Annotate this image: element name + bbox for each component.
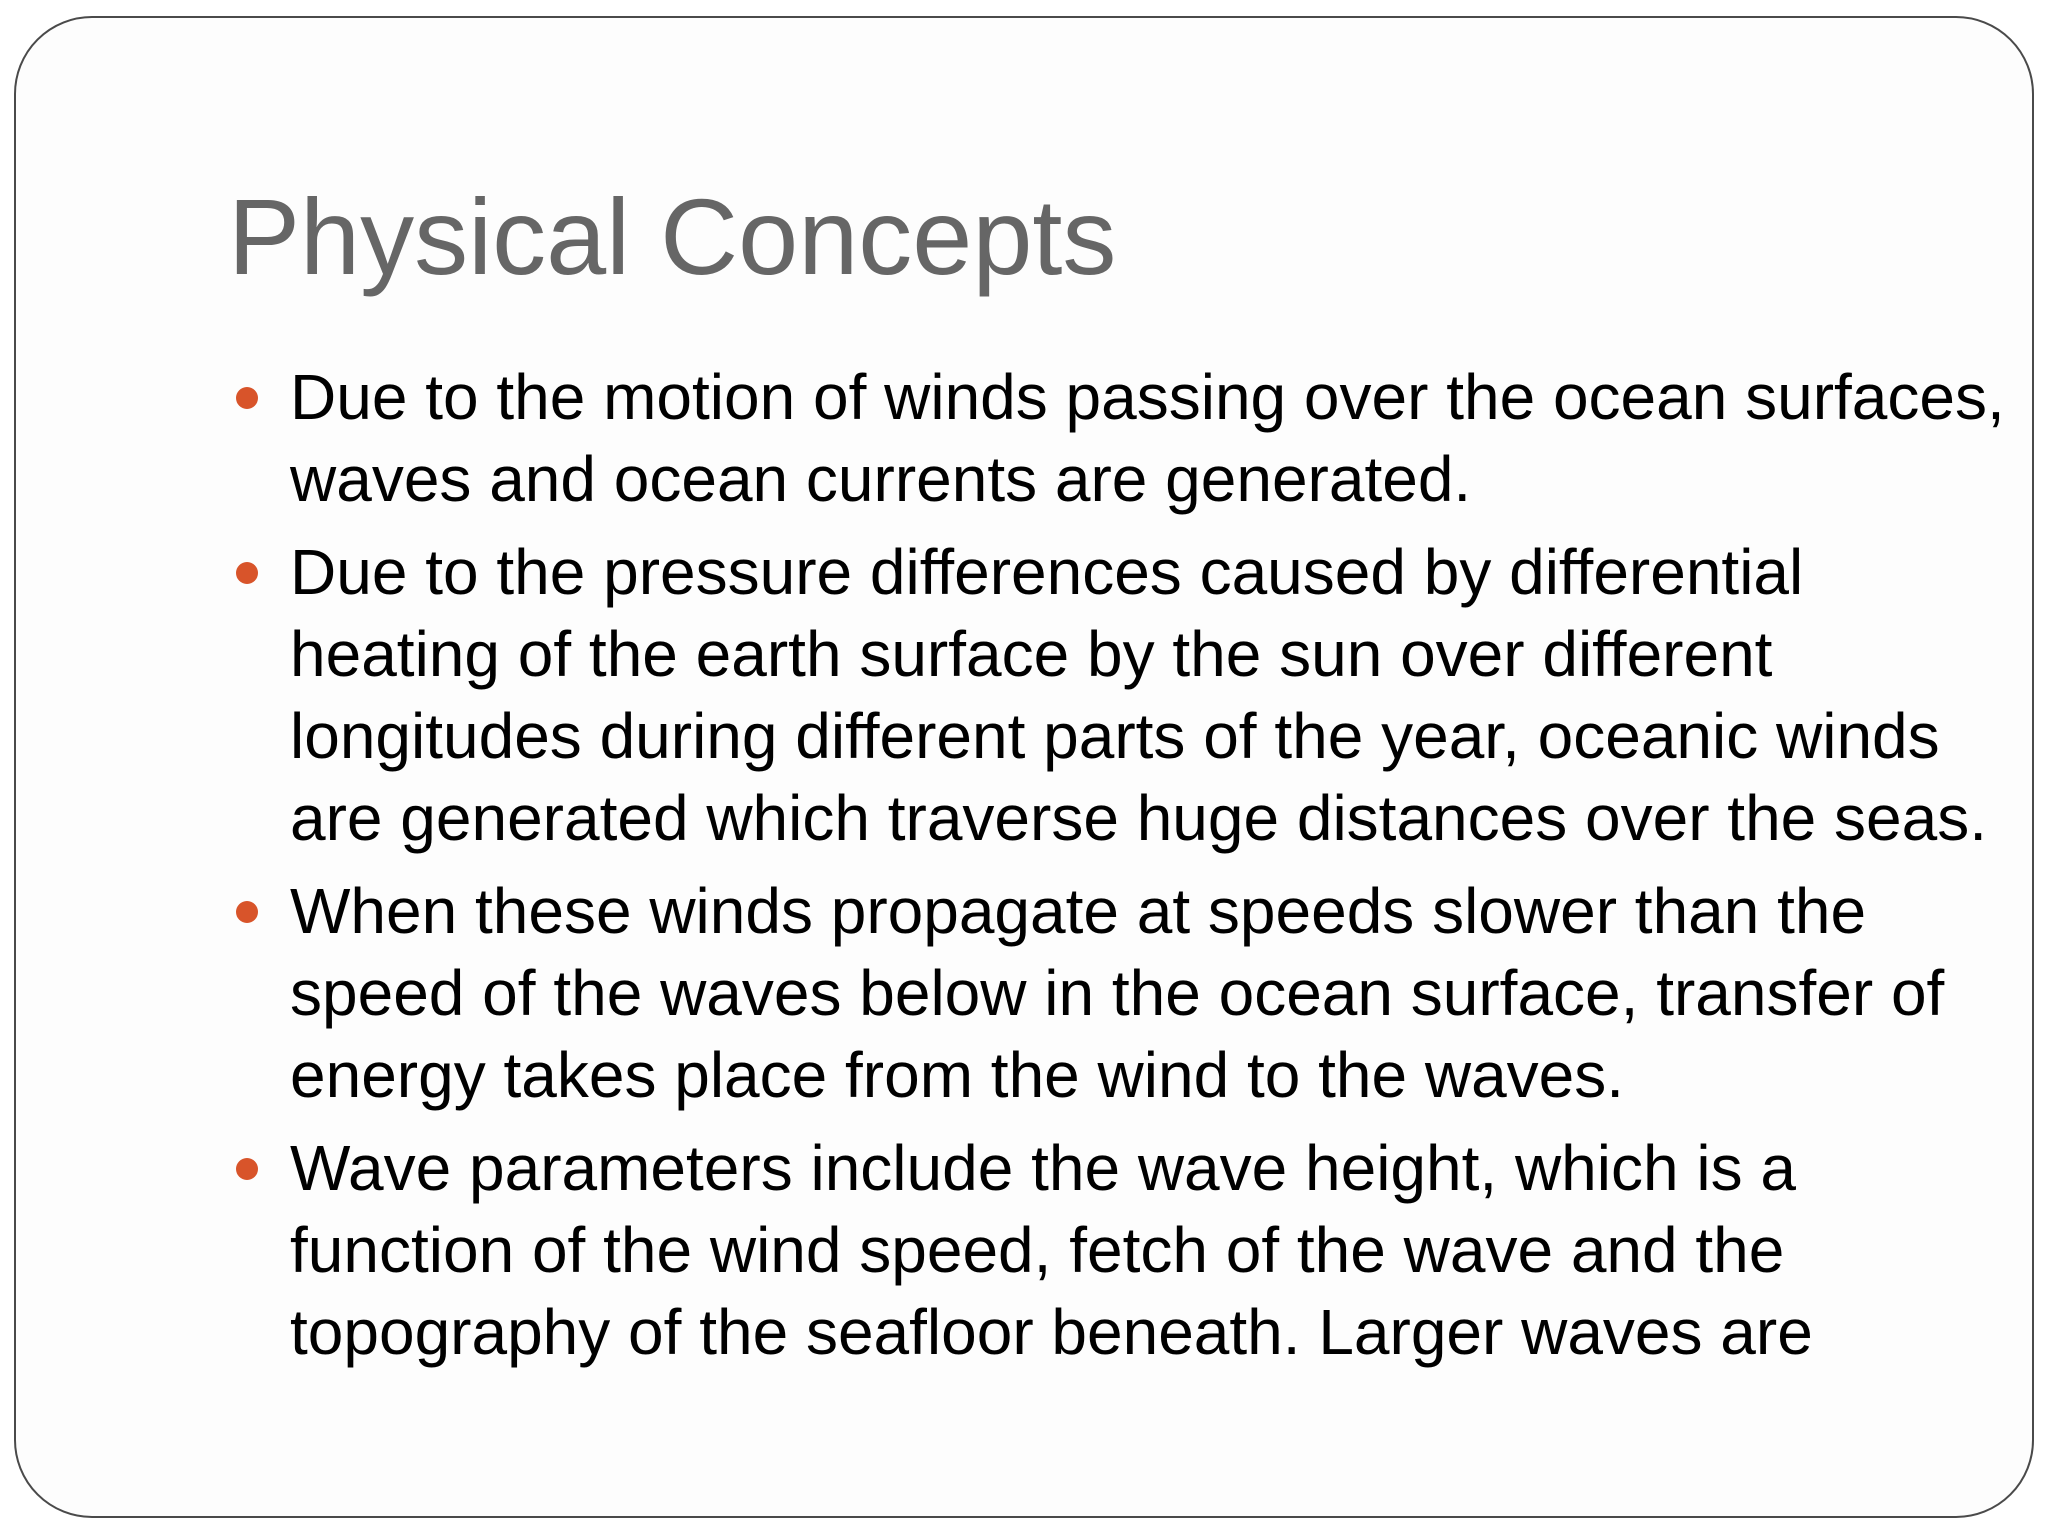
slide-title: Physical Concepts <box>228 176 1117 297</box>
bullet-item <box>228 1127 2018 1373</box>
bullet-item <box>228 356 2018 520</box>
bullet-dot-icon <box>236 901 258 923</box>
bullet-text: Wave parameters include the wave height, which is a function of the wind speed, fetch of the wave and the topography of the seafloor beneath. Larger waves are <box>290 1132 1813 1368</box>
bullet-dot-icon <box>236 562 258 584</box>
bullet-text: Due to the pressure differences caused by differential heating of the earth surface by the sun over different longitudes during different parts of the year, oceanic winds are generated which traverse huge distances over the seas. <box>290 536 1987 854</box>
bullet-text: When these winds propagate at speeds slower than the speed of the waves below in the ocean surface, transfer of energy takes place from the wind to the waves. <box>290 875 1945 1111</box>
bullet-dot-icon <box>236 387 258 409</box>
bullet-text: Due to the motion of winds passing over the ocean surfaces, waves and ocean currents are generated. <box>290 361 2005 515</box>
bullet-item <box>228 531 2018 859</box>
bullet-dot-icon <box>236 1158 258 1180</box>
bullet-list <box>228 356 2018 1384</box>
slide <box>14 16 2034 1518</box>
bullet-item <box>228 870 2018 1116</box>
